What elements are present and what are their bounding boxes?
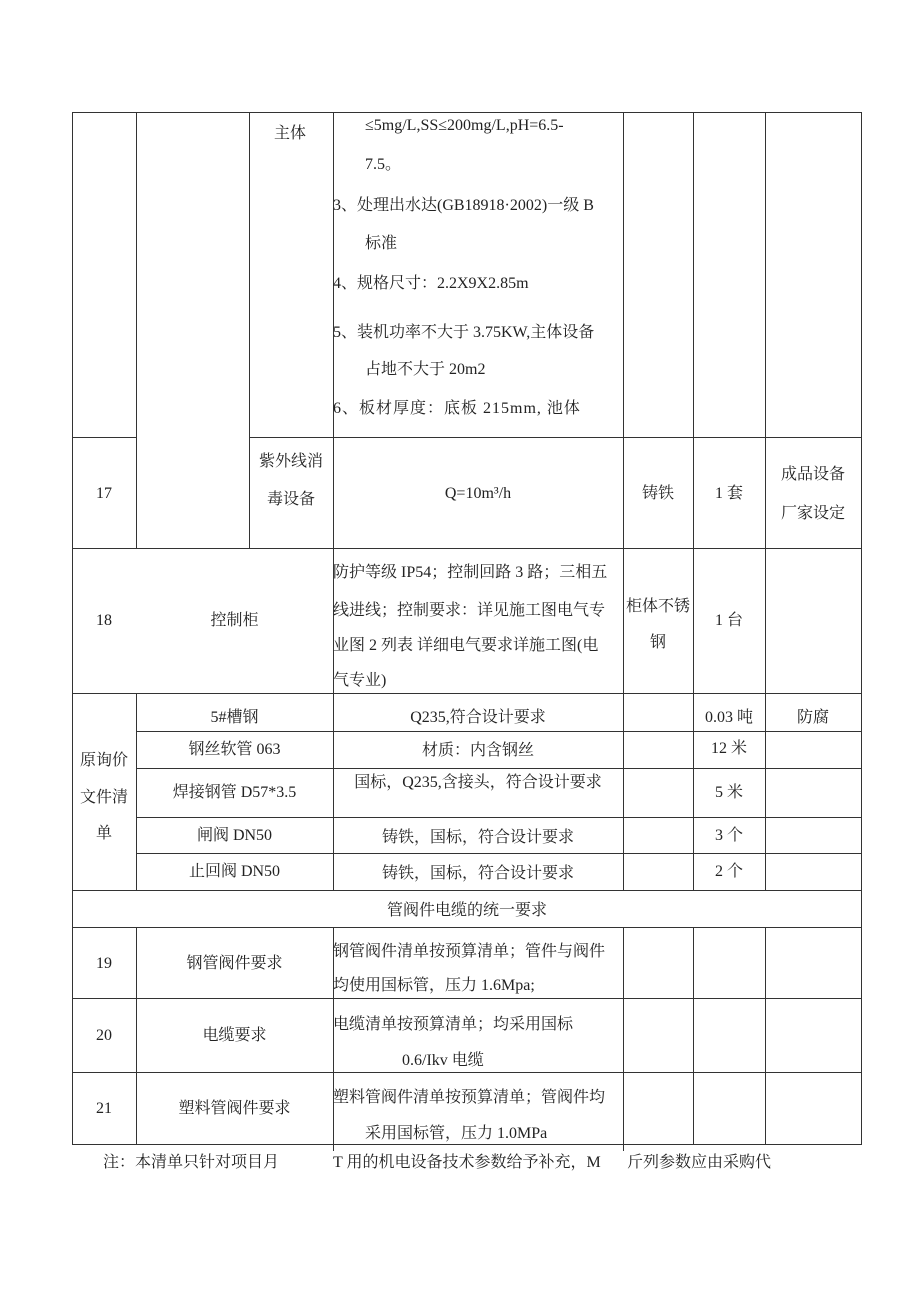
- main-body-spec-line: 5、装机功率不大于 3.75KW,主体设备: [333, 324, 595, 341]
- row-18-spec-line: 气专业): [333, 672, 387, 689]
- rule-top: [72, 112, 862, 113]
- group-item-remark: 防腐: [796, 709, 829, 726]
- row-17-remark-line: 厂家设定: [780, 505, 845, 522]
- group-item-quantity: 3 个: [714, 827, 743, 844]
- row-17-name-line: 毒设备: [266, 491, 315, 508]
- rule-col5: [693, 927, 694, 1144]
- rule-group-3: [136, 817, 862, 818]
- row-19-number: 19: [96, 955, 112, 972]
- rule-group-4: [136, 853, 862, 854]
- row-18-material-line: 柜体不锈: [625, 598, 690, 615]
- row-19-spec-line: 钢管阀件清单按预算清单；管件与阀件: [333, 943, 606, 960]
- rule-right: [861, 112, 862, 1144]
- group-item-spec: 材质：内含钢丝: [421, 742, 534, 759]
- main-body-spec-line: 3、处理出水达(GB18918·2002)一级 B: [333, 197, 594, 214]
- row-20-name: 电缆要求: [202, 1027, 267, 1044]
- group-label-line: 单: [95, 825, 112, 842]
- row-20-number: 20: [96, 1027, 112, 1044]
- rule-col2: [249, 112, 250, 548]
- row-18-spec-line: 线进线；控制要求：详见施工图电气专: [333, 602, 606, 619]
- rule-after-main: [249, 437, 862, 438]
- group-item-name: 钢丝软管 063: [188, 741, 281, 758]
- row-18-spec-line: 防护等级 IP54；控制回路 3 路；三相五: [333, 564, 608, 581]
- main-body-spec-line: 4、规格尺寸：2.2X9X2.85m: [333, 275, 529, 292]
- row-20-spec-line: 电缆清单按预算清单；均采用国标: [333, 1016, 574, 1033]
- rule-col1: [136, 112, 137, 548]
- row-17-number: 17: [96, 485, 112, 502]
- group-item-quantity: 2 个: [714, 863, 743, 880]
- footer-note-part: T 用的机电设备技术参数给予补充，M: [333, 1154, 601, 1171]
- row-18-quantity: 1 台: [714, 612, 743, 629]
- group-item-spec: 铸铁，国标，符合设计要求: [381, 829, 574, 846]
- group-item-name: 5#槽钢: [210, 709, 259, 726]
- group-item-name: 止回阀 DN50: [188, 863, 281, 880]
- main-body-spec-line: 6、板材厚度：底板 215mm, 池体: [333, 400, 581, 417]
- row-21-number: 21: [96, 1100, 112, 1117]
- rule-col6: [765, 112, 766, 890]
- row-17-remark-line: 成品设备: [780, 466, 845, 483]
- rule-after-main: [72, 437, 136, 438]
- row-20-spec-line: 0.6/Ikv 电缆: [402, 1052, 484, 1069]
- main-body-name: 主体: [274, 125, 307, 142]
- rule-group-1: [136, 731, 862, 732]
- row-21-spec-line: 采用国标管，压力 1.0MPa: [365, 1125, 548, 1142]
- row-17-material: 铸铁: [641, 485, 674, 502]
- rule-col4: [623, 927, 624, 1151]
- rule-col6: [765, 927, 766, 1144]
- group-item-spec: 铸铁，国标，符合设计要求: [381, 865, 574, 882]
- row-18-number: 18: [96, 612, 112, 629]
- row-21-spec-line: 塑料管阀件清单按预算清单；管阀件均: [333, 1089, 606, 1106]
- footer-note-part: 注：本清单只针对项目月: [103, 1154, 280, 1171]
- row-21-name: 塑料管阀件要求: [178, 1100, 291, 1117]
- group-item-quantity: 5 米: [714, 784, 743, 801]
- rule-section-end: [72, 927, 862, 928]
- group-item-name: 焊接钢管 D57*3.5: [172, 784, 297, 801]
- group-item-quantity: 0.03 吨: [704, 709, 753, 726]
- rule-after-19: [72, 998, 862, 999]
- row-18-material-line: 钢: [649, 634, 666, 651]
- main-body-spec-line: 占地不大于 20m2: [365, 361, 486, 378]
- row-19-name: 钢管阀件要求: [186, 955, 283, 972]
- row-18-name: 控制柜: [210, 612, 259, 629]
- footer-note-part: 斤列参数应由采购代: [627, 1154, 772, 1171]
- main-body-spec-line: 7.5。: [365, 156, 402, 173]
- group-label-line: 原询价: [79, 752, 128, 769]
- main-body-spec-line: ≤5mg/L,SS≤200mg/L,pH=6.5-: [365, 117, 564, 134]
- group-item-spec: Q235,符合设计要求: [410, 709, 546, 726]
- row-17-name-line: 紫外线消: [258, 453, 323, 470]
- group-item-name: 闸阀 DN50: [196, 827, 273, 844]
- rule-after-17: [72, 548, 862, 549]
- row-19-spec-line: 均使用国标管，压力 1.6Mpa;: [333, 977, 535, 994]
- rule-group-end: [72, 890, 862, 891]
- rule-bottom: [72, 1144, 862, 1145]
- group-item-spec: 国标，Q235,含接头，符合设计要求: [354, 774, 602, 791]
- group-item-quantity: 12 米: [710, 740, 747, 757]
- rule-group-2: [136, 768, 862, 769]
- row-17-quantity: 1 套: [714, 485, 743, 502]
- rule-after-18: [72, 693, 862, 694]
- rule-after-20: [72, 1072, 862, 1073]
- section-title: 管阀件电缆的统一要求: [386, 902, 547, 919]
- row-18-spec-line: 业图 2 列表 详细电气要求详施工图(电: [333, 637, 599, 654]
- group-label-line: 文件清: [79, 789, 128, 806]
- row-17-spec: Q=10m³/h: [444, 485, 512, 502]
- main-body-spec-line: 标准: [365, 235, 398, 252]
